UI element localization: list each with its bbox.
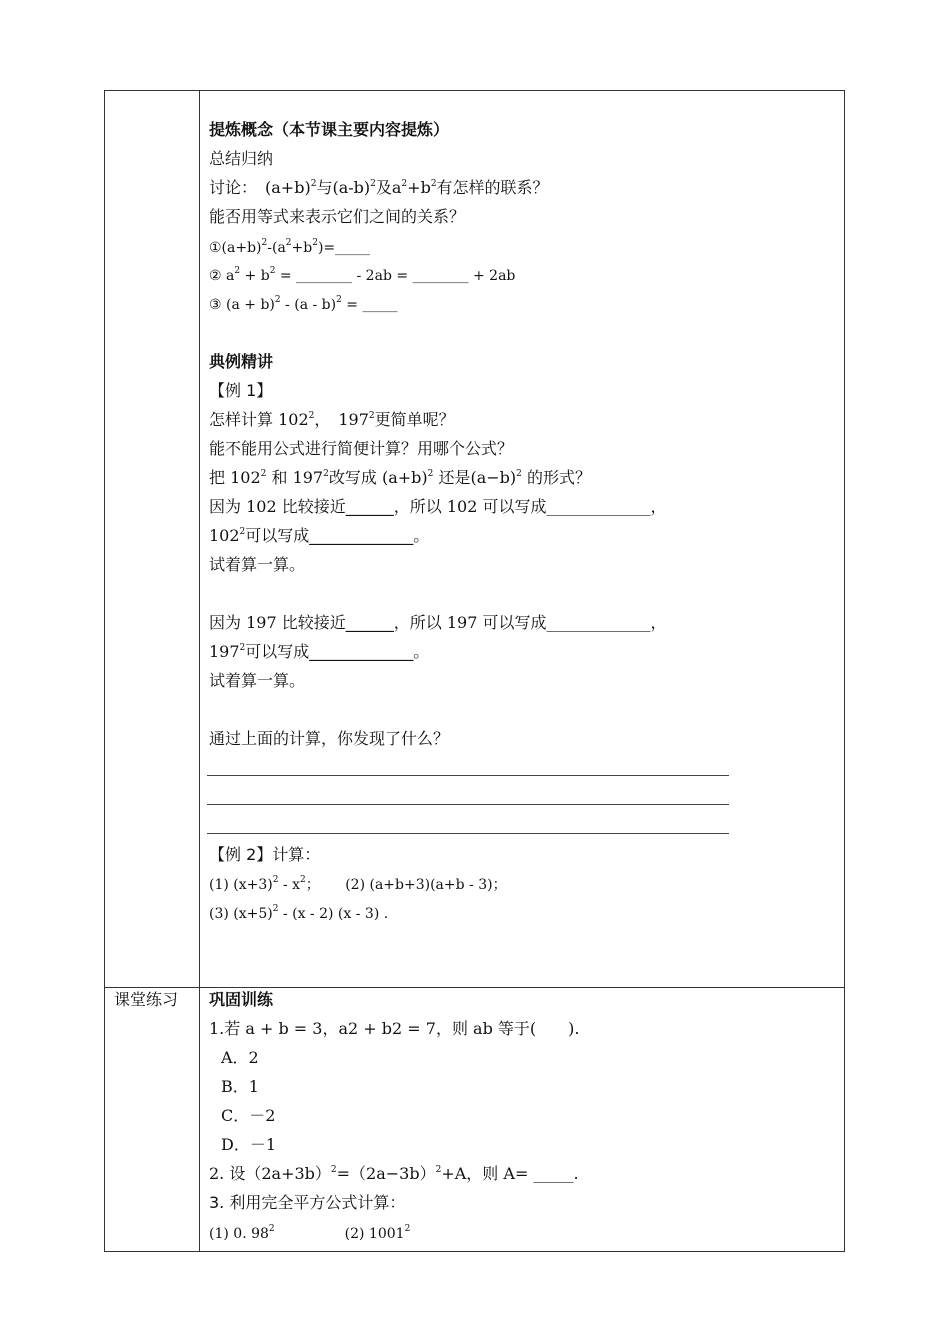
try-calc-1: 试着算一算。	[209, 555, 306, 574]
row-divider	[104, 987, 845, 988]
formula-3: ③ $(a + b)^2 - (a - b)^2$ = _____	[209, 295, 398, 313]
example1-label: 【例 1】	[209, 381, 273, 400]
practice-q2: 2. 设$(2a+3b)^2=(2a-3b)^2+A$，则 A= _____.	[209, 1164, 579, 1183]
example1-hint: 能不能用公式进行简便计算？用哪个公式？	[209, 439, 514, 458]
step-197-write: $197^2$可以写成_____________。	[209, 642, 430, 661]
q1-option-d: D．－1	[221, 1135, 277, 1154]
example1-question: 怎样计算 $102^2$， $197^2$更简单呢？	[209, 410, 455, 429]
answer-line-3	[207, 833, 729, 834]
step-102-close: 因为 102 比较接近______，所以 102 可以写成_____________，	[209, 497, 667, 516]
example2-items-1-2: (1) $(x+3)^2 - x^2$； (2) (a+b+3)(a+b - 3)；	[209, 875, 507, 893]
practice-q1: 1.若 a + b = 3，a2 + b2 = 7，则 ab 等于( ).	[209, 1019, 580, 1038]
answer-line-2	[207, 804, 729, 805]
example1-rewrite: 把 $102^2$ 和 $197^2$改写成 $(a+b)^2$ 还是$(a-b)^2$ 的形式？	[209, 468, 591, 487]
q1-option-a: A．2	[221, 1048, 259, 1067]
step-197-close: 因为 197 比较接近______，所以 197 可以写成_____________，	[209, 613, 667, 632]
examples-heading: 典例精讲	[209, 352, 274, 371]
example2-label: 【例 2】计算：	[209, 845, 321, 864]
step-102-write: $102^2$可以写成_____________。	[209, 526, 430, 545]
column-divider	[199, 90, 200, 1252]
discussion-question: 能否用等式来表示它们之间的关系？	[209, 207, 466, 226]
concept-heading: 提炼概念（本节课主要内容提炼）	[209, 120, 450, 139]
try-calc-2: 试着算一算。	[209, 671, 306, 690]
formula-1: $①(a+b)^2-(a^2+b^2)=\_\_\_\_\_$	[209, 238, 371, 256]
discovery-question: 通过上面的计算，你发现了什么？	[209, 729, 450, 748]
formula-2: ② $a^2 + b^2$ = ________ - 2ab = ________ + 2ab	[209, 266, 516, 284]
practice-side-label: 课堂练习	[114, 990, 179, 1009]
practice-q3: 3. 利用完全平方公式计算：	[209, 1193, 406, 1212]
answer-line-1	[207, 775, 729, 776]
q1-option-b: B．1	[221, 1077, 259, 1096]
discussion-line: 讨论： $(a+b)^2$与$(a-b)^2$及$a^2+b^2$有怎样的联系？	[209, 178, 549, 197]
q1-option-c: C．－2	[221, 1106, 276, 1125]
practice-q3-items: (1) 0. $98^2$ (2) 1001$^2$	[209, 1224, 411, 1242]
summary-label: 总结归纳	[209, 149, 274, 168]
example2-item-3: (3) $(x+5)^2 - (x - 2)$ (x - 3) .	[209, 904, 389, 922]
practice-heading: 巩固训练	[209, 990, 274, 1009]
